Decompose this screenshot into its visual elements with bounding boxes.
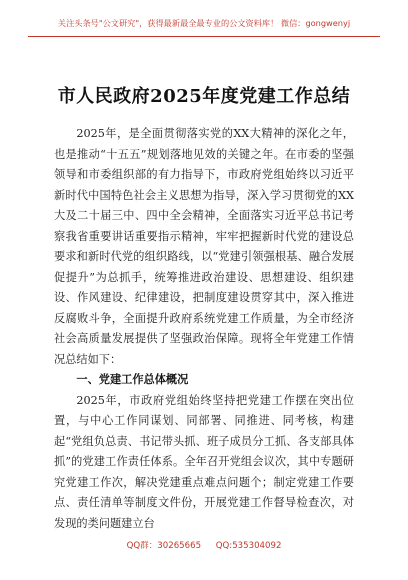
footer-qq-number: QQ:535304092 [215, 541, 282, 551]
header-divider [28, 36, 380, 37]
footer-qq-group: QQ群：30265665 [126, 541, 202, 551]
document-body [54, 124, 354, 534]
intro-paragraph: 2025年，是全面贯彻落实党的XX大精神的深化之年，也是推动“十五五”规划落地见效的关键之年。在市委的坚强领导和市委组织部的有力指导下，市政府党组始终以习近平新时代中国特色社会主义思想为指导，深入学习贯彻党的XX大及二十届三中、四中全会精神，全面落实习近平总书记考察我省重要讲话重要指示精神，牢牢把握新时代党的建设总要求和新时代党的组织路线，以“党建引领强根基、融合发展促提升”为总抓手，统筹推进政治建设、思想建设、组织建设、作风建设、纪律建设，把制度建设贯穿其中，深入推进反腐败斗争，全面提升政府系统党建工作质量，为全市经济社会高质量发展提供了坚强政治保障。现将全年党建工作情况总结如下： [54, 127, 354, 366]
section-paragraph: 2025年，市政府党组始终坚持把党建工作摆在突出位置，与中心工作同谋划、同部署、同推进、同考核，构建起“党组负总责、书记带头抓、班子成员分工抓、各支部具体抓”的党建工作责任体系。全年召开党组会议次，其中专题研究党建工作次，解决党建重点难点问题个；制定党建工作要点、责任清单等制度文件份，开展党建工作督导检查次，对发现的类问题建立台 [54, 393, 354, 530]
header-notice: 关注头条号"公文研究"，获得最新最全最专业的公文资料库！ 微信：gongwenyj [57, 18, 351, 28]
document-title: 市人民政府2025年度党建工作总结 [57, 86, 351, 107]
footer-contact [0, 539, 408, 551]
section-heading: 一、党建工作总体概况 [76, 373, 189, 386]
